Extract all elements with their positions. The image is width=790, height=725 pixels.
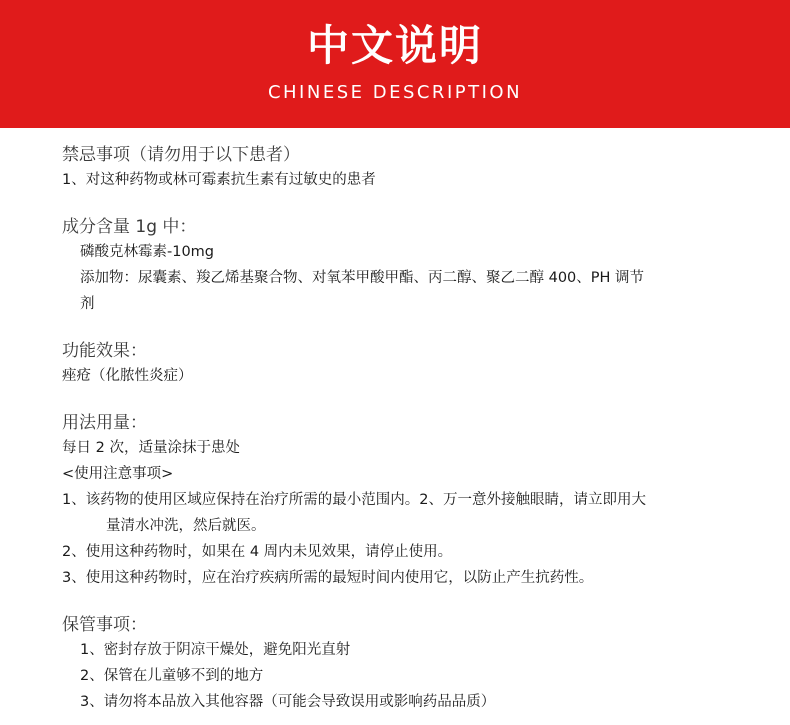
document-body xyxy=(62,143,762,715)
section-ingredients xyxy=(62,215,762,317)
list-item: 2、使用这种药物时，如果在 4 周内未见效果，请停止使用。 xyxy=(62,544,453,560)
page-subtitle: CHINESE DESCRIPTION xyxy=(267,82,523,103)
section-title: 保管事项： xyxy=(62,615,147,635)
list-item: 1、该药物的使用区域应保持在治疗所需的最小范围内。2、万一意外接触眼睛，请立即用大 xyxy=(62,492,646,508)
notes-title: <使用注意事项> xyxy=(62,466,174,482)
list-item-cont: 量清水冲洗，然后就医。 xyxy=(106,518,266,534)
section-title: 用法用量： xyxy=(62,413,147,433)
section-title: 功能效果： xyxy=(62,341,147,361)
section-effects xyxy=(62,339,762,389)
page-title: 中文说明 xyxy=(306,21,483,70)
section-contraindications xyxy=(62,143,762,193)
spacer xyxy=(62,193,762,215)
list-item: 1、密封存放于阴凉干燥处，避免阳光直射 xyxy=(80,642,351,658)
active-ingredient: 磷酸克林霉素-10mg xyxy=(80,244,215,260)
list-item: 3、请勿将本品放入其他容器（可能会导致误用或影响药品品质） xyxy=(80,694,496,710)
list-item: 2、保管在儿童够不到的地方 xyxy=(80,668,264,684)
spacer xyxy=(62,591,762,613)
effects-text: 痤疮（化脓性炎症） xyxy=(62,368,193,384)
dosage-text: 每日 2 次，适量涂抹于患处 xyxy=(62,440,240,456)
list-item: 3、使用这种药物时，应在治疗疾病所需的最短时间内使用它，以防止产生抗药性。 xyxy=(62,570,594,586)
section-title: 成分含量 1g 中： xyxy=(62,217,197,237)
spacer xyxy=(62,317,762,339)
list-item: 1、对这种药物或林可霉素抗生素有过敏史的患者 xyxy=(62,172,376,188)
section-title: 禁忌事项（请勿用于以下患者） xyxy=(62,145,300,165)
section-storage xyxy=(62,613,762,715)
additives-text: 添加物：尿囊素、羧乙烯基聚合物、对氧苯甲酸甲酯、丙二醇、聚乙二醇 400、PH 调节 xyxy=(80,270,645,286)
section-usage xyxy=(62,411,762,591)
header-banner xyxy=(0,0,790,128)
spacer xyxy=(62,389,762,411)
additives-text-cont: 剂 xyxy=(80,296,95,312)
